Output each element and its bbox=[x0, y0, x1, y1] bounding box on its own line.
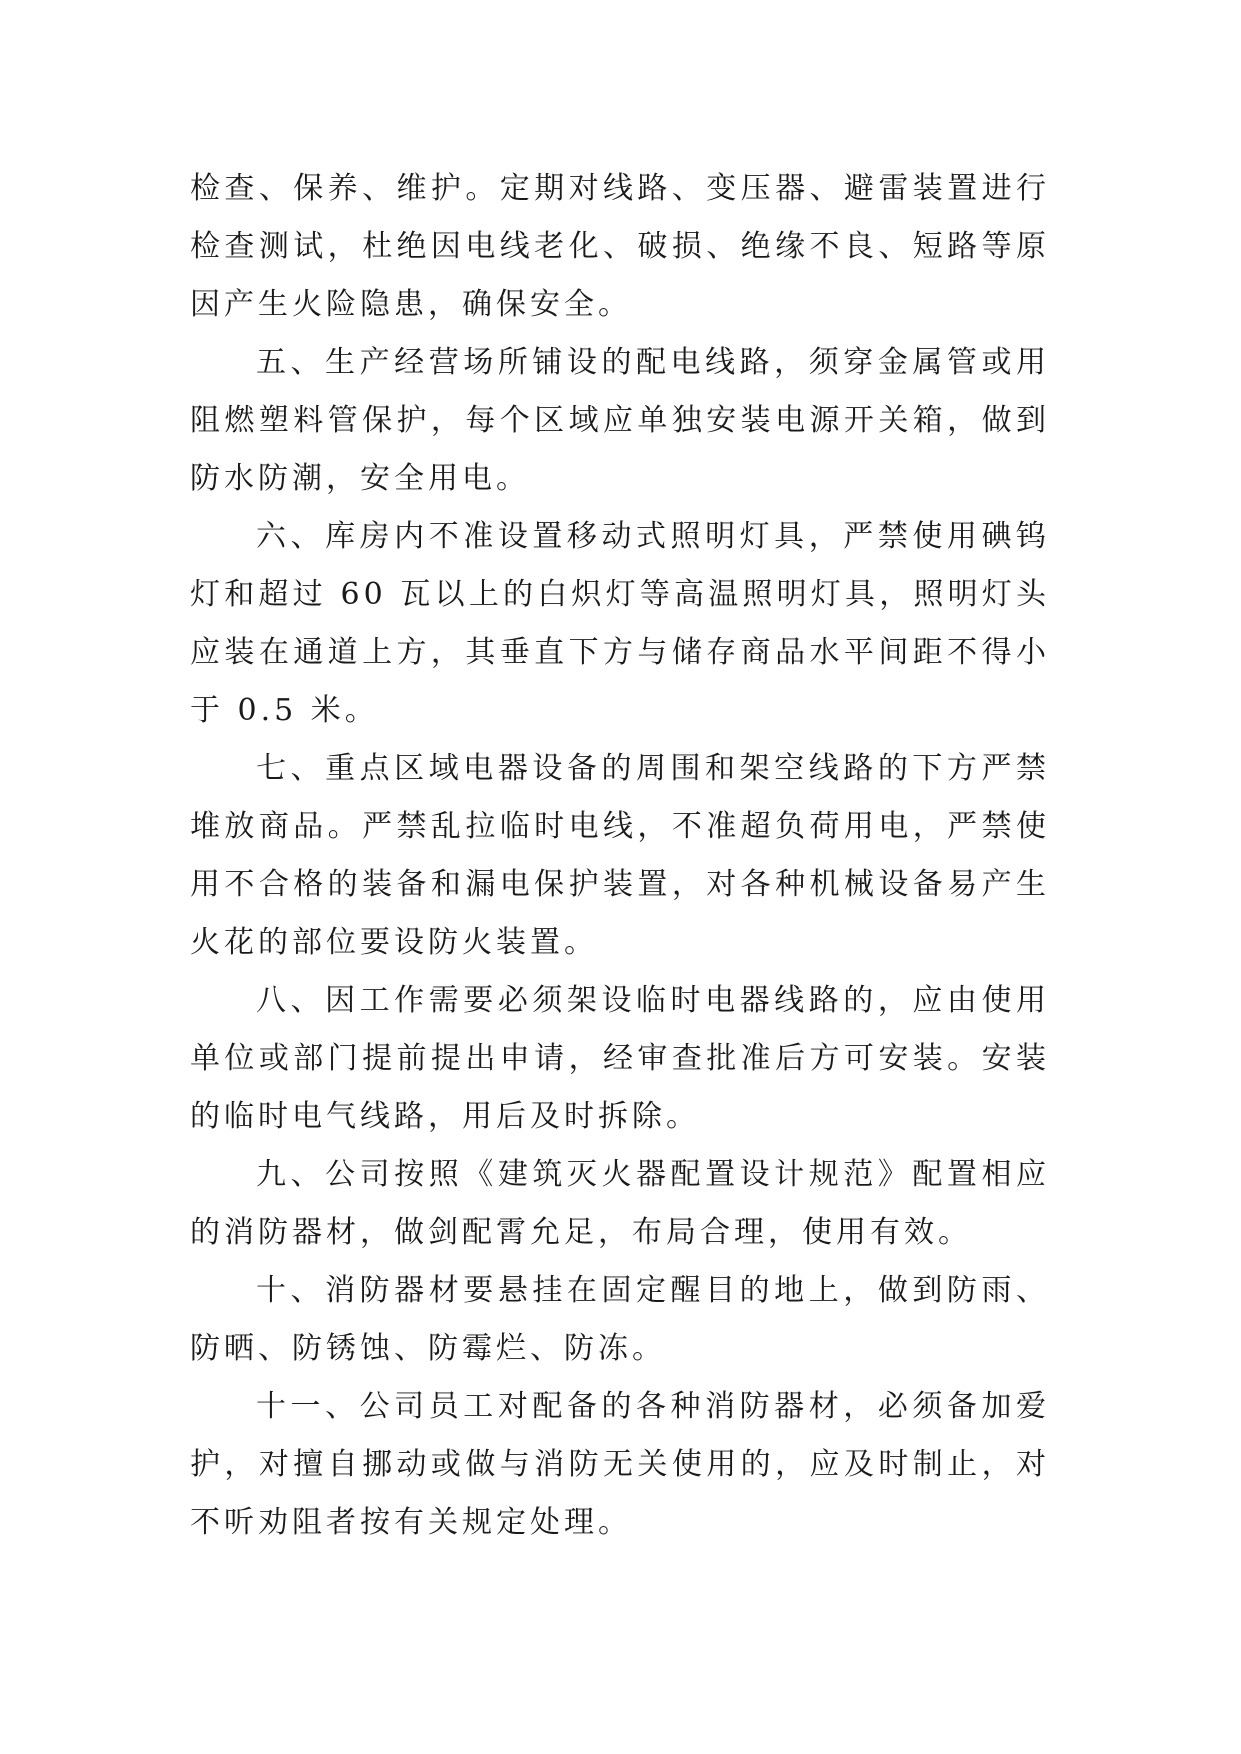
paragraph-continuation: 检查、保养、维护。定期对线路、变压器、避雷装置进行检查测试，杜绝因电线老化、破损、绝缘不良、短路等原因产生火险隐患，确保安全。 bbox=[190, 171, 1050, 322]
paragraph-item-7: 七、重点区域电器设备的周围和架空线路的下方严禁堆放商品。严禁乱拉临时电线，不准超负荷用电，严禁使用不合格的装备和漏电保护装置，对各种机械设备易产生火花的部位要设防火装置。 bbox=[190, 751, 1050, 960]
paragraph-item-11: 十一、公司员工对配备的各种消防器材，必须备加爱护，对擅自挪动或做与消防无关使用的，应及时制止，对不听劝阻者按有关规定处理。 bbox=[190, 1389, 1050, 1540]
paragraph-item-9: 九、公司按照《建筑灭火器配置设计规范》配置相应的消防器材，做剑配霄允足，布局合理，使用有效。 bbox=[190, 1157, 1050, 1250]
paragraph-item-6: 六、库房内不准设置移动式照明灯具，严禁使用碘钨灯和超过 60 瓦以上的白炽灯等高温照明灯具，照明灯头应装在通道上方，其垂直下方与储存商品水平间距不得小于 0.5 米。 bbox=[190, 519, 1050, 728]
paragraph-item-8: 八、因工作需要必须架设临时电器线路的，应由使用单位或部门提前提出申请，经审查批准后方可安装。安装的临时电气线路，用后及时拆除。 bbox=[190, 983, 1050, 1134]
paragraph-item-10: 十、消防器材要悬挂在固定醒目的地上，做到防雨、防晒、防锈蚀、防霉烂、防冻。 bbox=[190, 1273, 1050, 1366]
document-body bbox=[190, 160, 1050, 1552]
paragraph-item-5: 五、生产经营场所铺设的配电线路，须穿金属管或用阻燃塑料管保护，每个区域应单独安装电源开关箱，做到防水防潮，安全用电。 bbox=[190, 345, 1050, 496]
